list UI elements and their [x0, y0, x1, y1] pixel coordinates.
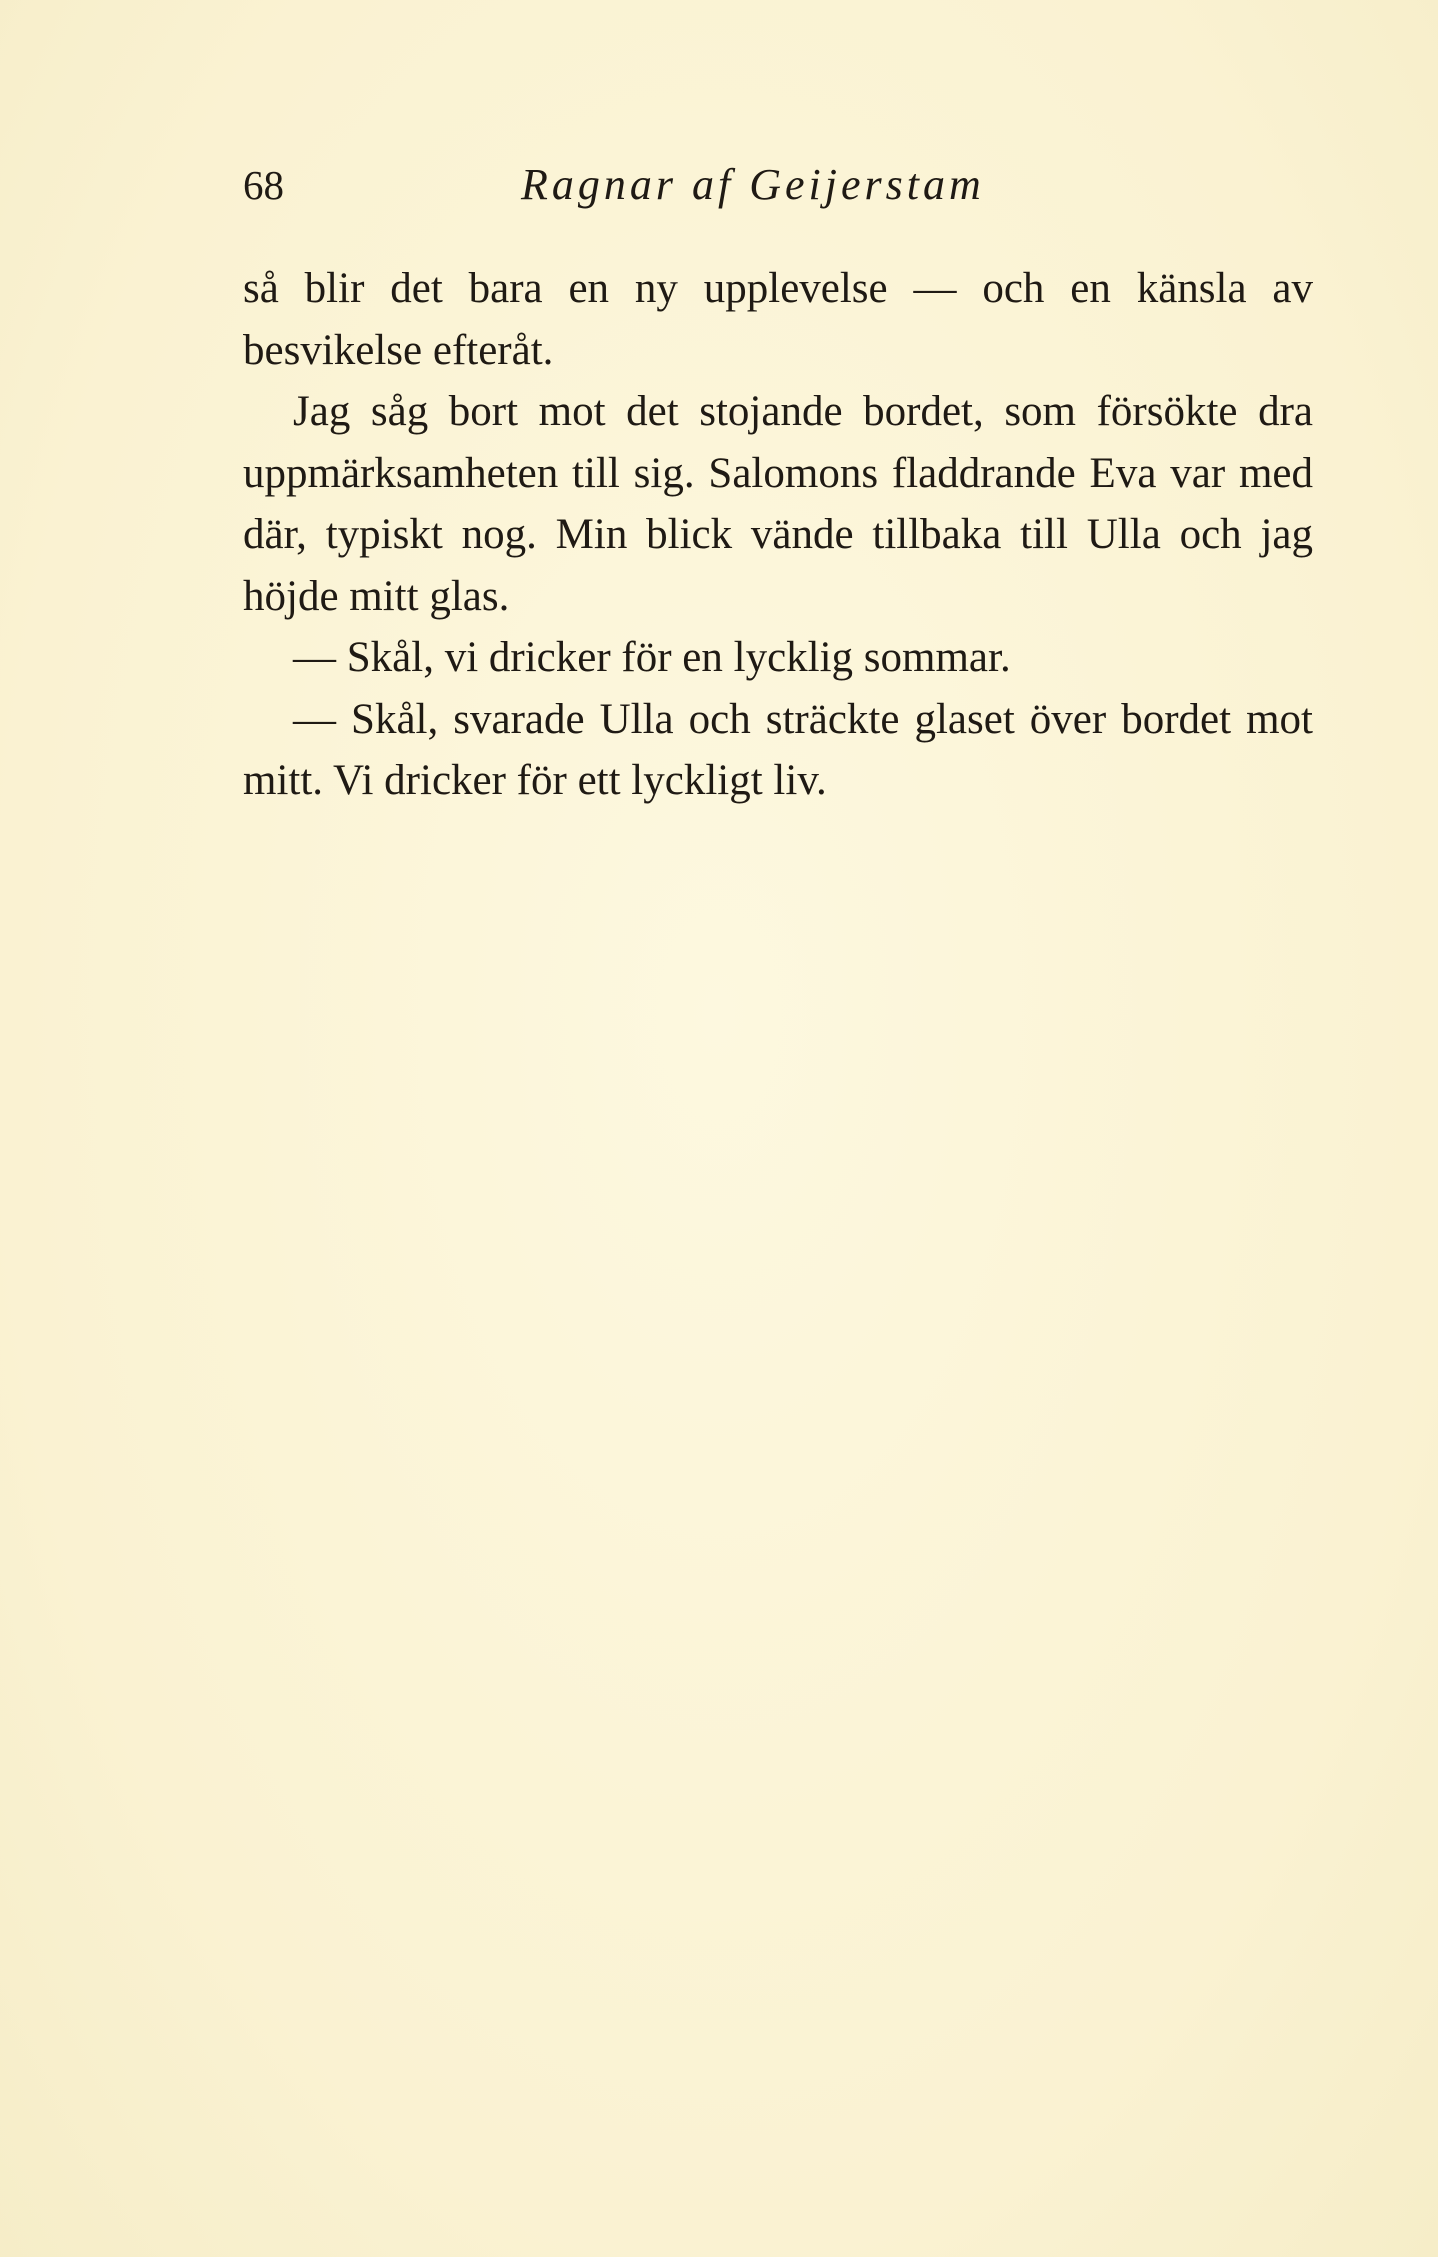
page-header: [243, 155, 1313, 225]
body-text: [243, 258, 1313, 812]
dialogue-line: — Skål, vi dricker för en lycklig sommar.: [293, 634, 1011, 681]
dialogue-line: — Skål, svarade Ulla och sträckte glaset över bordet mot mitt. Vi dricker för ett lyckligt liv.: [243, 695, 1313, 804]
running-title: Ragnar af Geijerstam: [521, 160, 985, 209]
paragraph: Jag såg bort mot det stojande bordet, som försökte dra uppmärksamheten till sig. Salomons fladdrande Eva var med där, typiskt nog. Min blick vände tillbaka till Ulla och jag höjde mitt glas.: [243, 388, 1313, 620]
page-number: 68: [243, 162, 284, 208]
paragraph-continuation: så blir det bara en ny upplevelse — och en känsla av besvikelse efteråt.: [243, 265, 1313, 374]
